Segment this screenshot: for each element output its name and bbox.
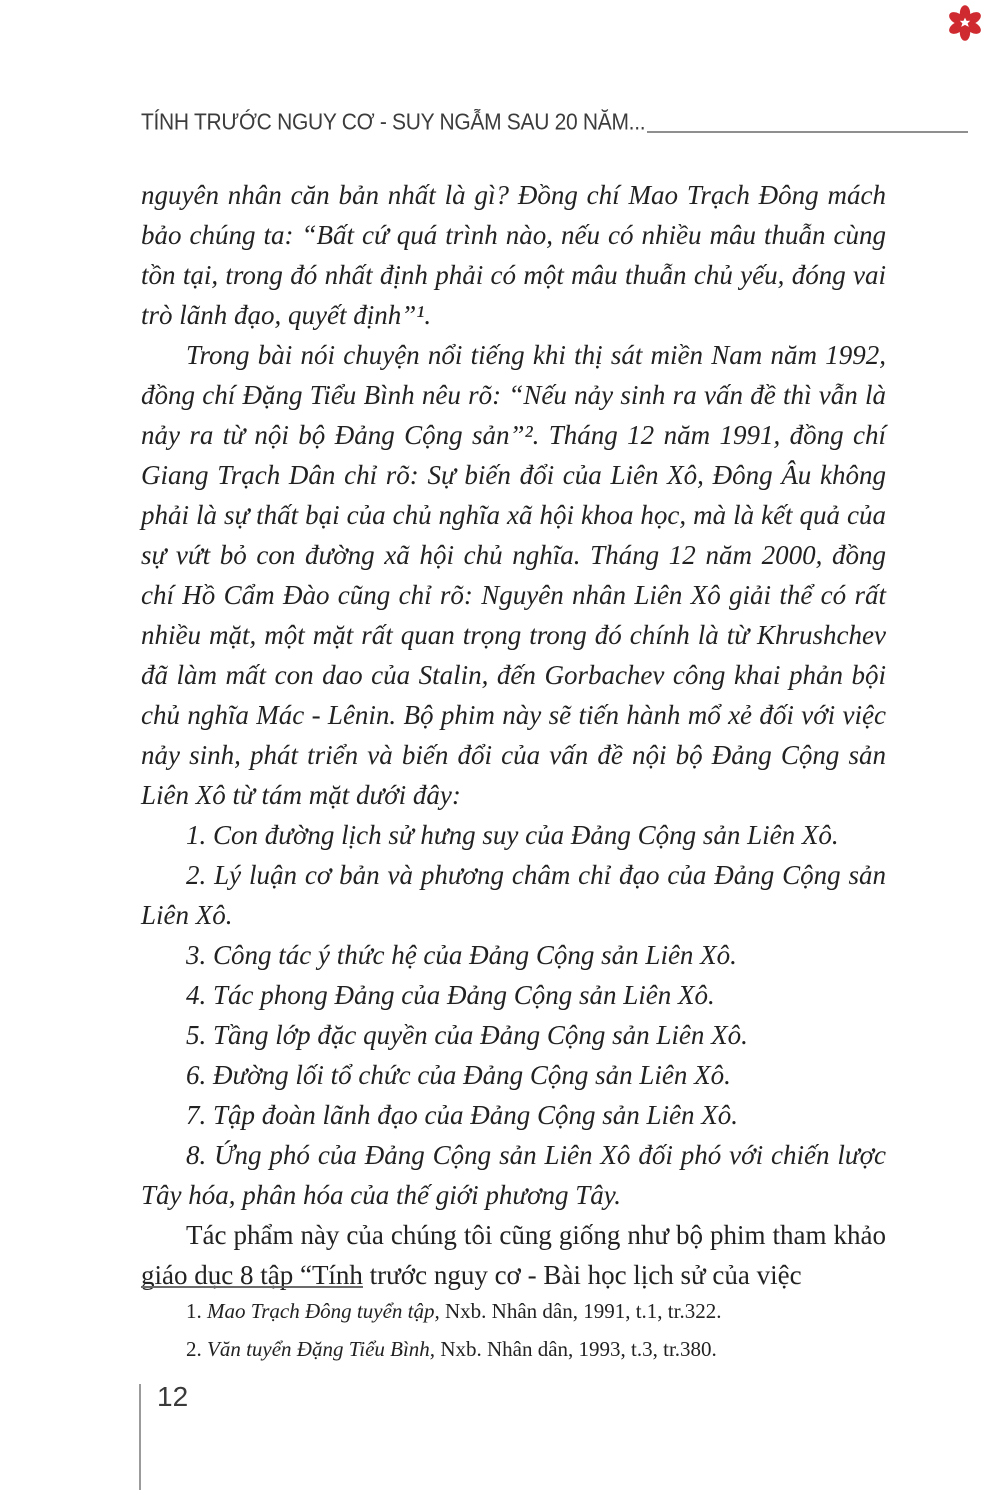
body-paragraph: 1. Con đường lịch sử hưng suy của Đảng Cộng sản Liên Xô. — [186, 820, 839, 850]
footnote-source-title: Văn tuyển Đặng Tiểu Bình, — [207, 1337, 436, 1361]
flower-ornament-icon — [947, 5, 983, 41]
footnote-source-title: Mao Trạch Đông tuyển tập, — [207, 1299, 440, 1323]
body-paragraph: 3. Công tác ý thức hệ của Đảng Cộng sản Liên Xô. — [186, 940, 737, 970]
header-rule — [647, 131, 968, 133]
body-paragraph: Tác phẩm này của chúng tôi cũng giống như bộ phim tham khảo giáo dục 8 tập “Tính trước nguy cơ - Bài học lịch sử của việc — [141, 1220, 886, 1290]
body-paragraph: 8. Ứng phó của Đảng Cộng sản Liên Xô đối phó với chiến lược Tây hóa, phân hóa của thế giới phương Tây. — [141, 1140, 886, 1210]
body-paragraph: nguyên nhân căn bản nhất là gì? Đồng chí Mao Trạch Đông mách bảo chúng ta: “Bất cứ quá trình nào, nếu có nhiều mâu thuẫn cùng tồn tại, trong đó nhất định phải có một mâu thuẫn chủ yếu, đóng vai trò lãnh đạo, quyết định”¹. — [141, 180, 886, 330]
footnote-source-details: Nxb. Nhân dân, 1993, t.3, tr.380. — [435, 1337, 717, 1361]
body-paragraph: 6. Đường lối tổ chức của Đảng Cộng sản Liên Xô. — [186, 1060, 731, 1090]
body-paragraph: 5. Tầng lớp đặc quyền của Đảng Cộng sản Liên Xô. — [186, 1020, 748, 1050]
footnote-source-details: Nxb. Nhân dân, 1991, t.1, tr.322. — [439, 1299, 722, 1323]
body-paragraph: 2. Lý luận cơ bản và phương châm chỉ đạo của Đảng Cộng sản Liên Xô. — [141, 860, 886, 930]
footnote-item — [141, 1292, 886, 1330]
body-paragraph: 7. Tập đoàn lãnh đạo của Đảng Cộng sản Liên Xô. — [186, 1100, 739, 1130]
body-paragraph: Trong bài nói chuyện nổi tiếng khi thị sát miền Nam năm 1992, đồng chí Đặng Tiểu Bình nêu rõ: “Nếu nảy sinh ra vấn đề thì vẫn là nảy ra từ nội bộ Đảng Cộng sản”². Tháng 12 năm 1991, đồng chí Giang Trạch Dân chỉ rõ: Sự biến đổi của Liên Xô, Đông Âu không phải là sự thất bại của chủ nghĩa xã hội khoa học, mà là kết quả của sự vứt bỏ con đường xã hội chủ nghĩa. Tháng 12 năm 2000, đồng chí Hồ Cẩm Đào cũng chỉ rõ: Nguyên nhân Liên Xô giải thể có rất nhiều mặt, một mặt rất quan trọng trong đó chính là từ Khrushchev đã làm mất con dao của Stalin, đến Gorbachev công khai phản bội chủ nghĩa Mác - Lênin. Bộ phim này sẽ tiến hành mổ xẻ đối với việc nảy sinh, phát triển và biến đổi của vấn đề nội bộ Đảng Cộng sản Liên Xô từ tám mặt dưới đây: — [141, 340, 886, 810]
page-number: 12 — [157, 1381, 189, 1412]
body-paragraph: 4. Tác phong Đảng của Đảng Cộng sản Liên Xô. — [186, 980, 715, 1010]
footnote-number: 1. — [186, 1299, 207, 1323]
running-header — [141, 108, 968, 136]
footnote-item — [141, 1330, 886, 1368]
running-header-title: TÍNH TRƯỚC NGUY CƠ - SUY NGẪM SAU 20 NĂM... — [141, 109, 646, 135]
footnote-number: 2. — [186, 1337, 207, 1361]
footnote-list — [141, 1292, 886, 1368]
footnote-separator — [141, 1286, 363, 1288]
footer-vertical-rule — [139, 1384, 141, 1490]
body-text — [141, 175, 886, 1295]
footnotes — [141, 1286, 886, 1368]
